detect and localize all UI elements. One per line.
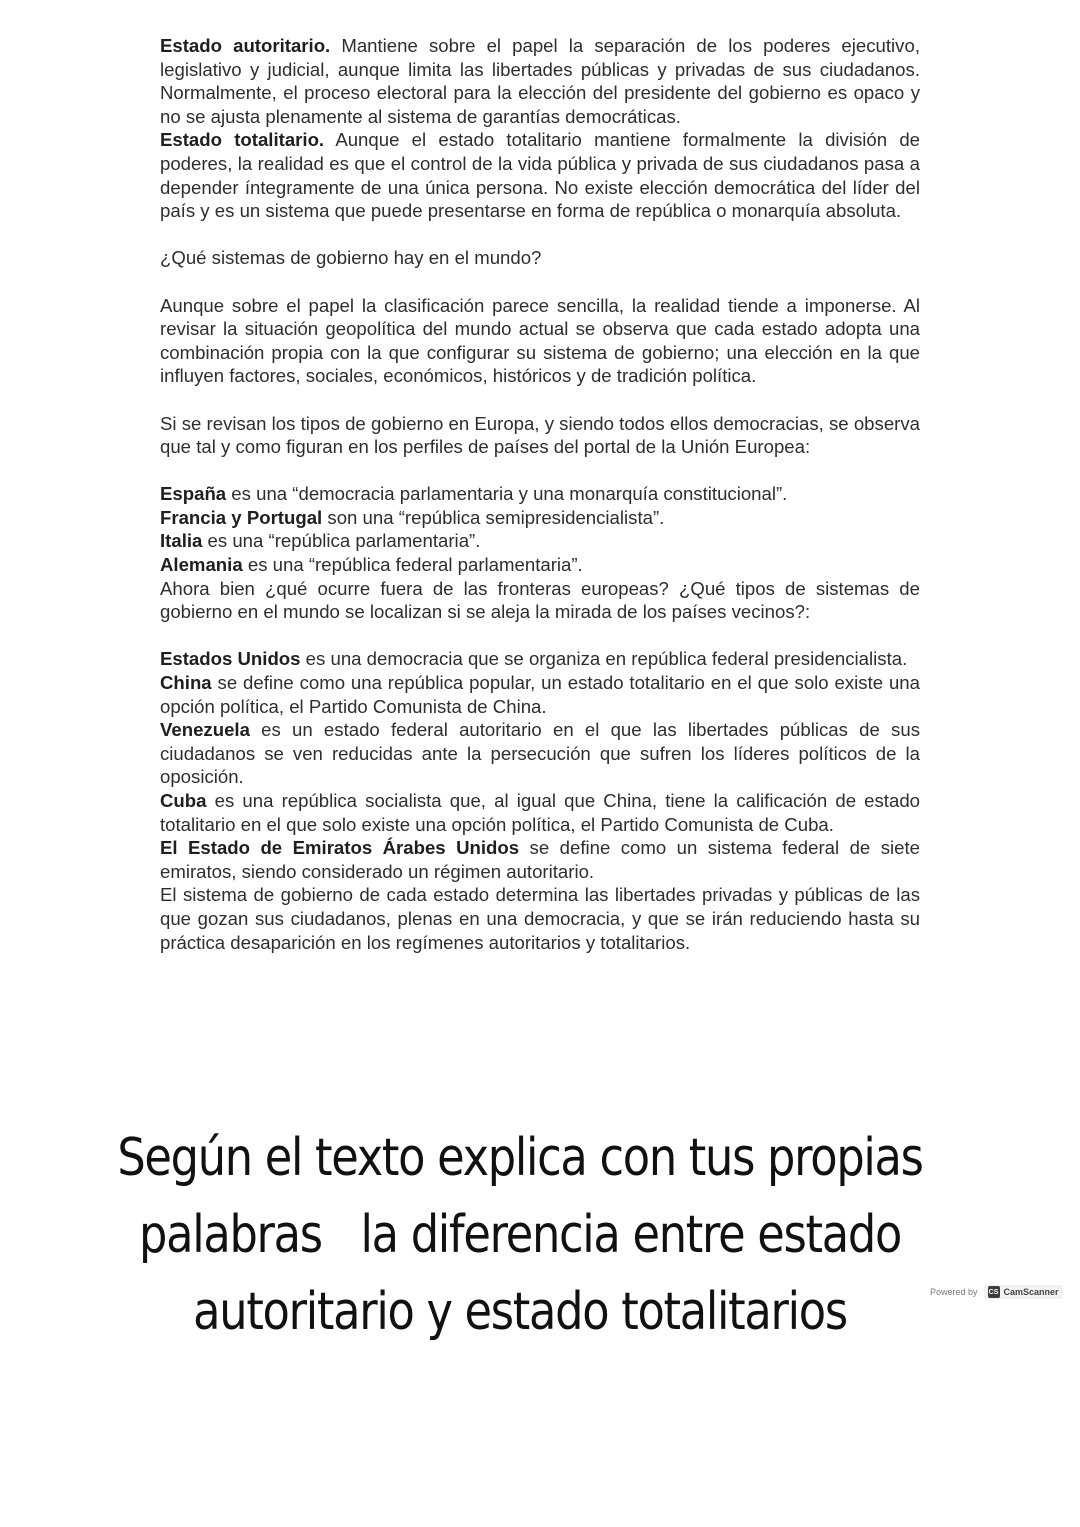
country-name: China: [160, 672, 212, 694]
powered-by-label: Powered by: [930, 1287, 978, 1297]
term-estado-totalitario: Estado totalitario.: [160, 129, 325, 151]
country-name: Estados Unidos: [160, 648, 301, 670]
country-description: es una democracia que se organiza en república federal presidencialista.: [300, 648, 908, 670]
camscanner-watermark: [930, 1283, 1063, 1301]
question-line-2: palabras la diferencia entre estado: [138, 1205, 902, 1265]
country-name: Cuba: [160, 790, 207, 811]
country-description: es una “democracia parlamentaria y una monarquía constitucional”.: [226, 483, 788, 505]
assignment-question: [73, 1120, 967, 1351]
paragraph-europa: Si se revisan los tipos de gobierno en Europa, y siendo todos ellos democracias, se observa que tal y como figuran en los perfiles de países del portal de la Unión Europea:: [160, 412, 920, 458]
list-item-europe: [160, 553, 920, 577]
list-item-europe: [160, 482, 920, 506]
paragraph-text: Mantiene sobre el papel la separación de los poderes ejecutivo, legislativo y judicial, aunque limita las libertades públicas y privadas de sus ciudadanos. Normalmente, el proceso electoral para la elección del presidente del gobierno es opaco y no se ajusta plenamente al sistema de garantías democráticas.: [160, 35, 920, 127]
list-item-world: [160, 836, 920, 883]
country-description: se define como un sistema federal de siete emiratos, siendo considerado un régimen autoritario.: [160, 837, 920, 882]
camscanner-brand: CamScanner: [1003, 1287, 1059, 1297]
country-description: es una “república parlamentaria”.: [202, 530, 481, 552]
paragraph-estado-totalitario: [160, 128, 920, 222]
list-item-europe: [160, 506, 920, 530]
country-description: es una “república federal parlamentaria”.: [242, 554, 583, 576]
camscanner-icon: CS: [988, 1286, 1000, 1298]
paragraph-text: Aunque el estado totalitario mantiene formalmente la división de poderes, la realidad es que el control de la vida pública y privada de sus ciudadanos pasa a depender íntegramente de una única persona. No existe elección democrática del líder del país y es un sistema que puede presentarse en forma de república o monarquía absoluta.: [160, 129, 921, 222]
section-heading: ¿Qué sistemas de gobierno hay en el mundo?: [160, 247, 542, 269]
list-item-world: [160, 718, 920, 789]
paragraph-conclusion: El sistema de gobierno de cada estado determina las libertades privadas y públicas de las que gozan sus ciudadanos, plenas en una democracia, y que se irán reduciendo hasta su práctica desaparición en los regímenes autoritarios y totalitarios.: [160, 884, 920, 953]
list-item-europe: [160, 529, 920, 553]
list-item-world: [160, 789, 920, 836]
country-name: El Estado de Emiratos Árabes Unidos: [160, 837, 520, 859]
camscanner-logo: [984, 1285, 1063, 1299]
country-description: es una república socialista que, al igual que China, tiene la calificación de estado totalitario en el que solo existe una opción política, el Partido Comunista de Cuba.: [160, 790, 920, 835]
country-name: Francia y Portugal: [160, 506, 323, 528]
list-item-world: [160, 647, 920, 671]
scanned-document: [160, 34, 920, 954]
paragraph-fuera-europa: Ahora bien ¿qué ocurre fuera de las fronteras europeas? ¿Qué tipos de sistemas de gobierno en el mundo se localizan si se aleja la mirada de los países vecinos?:: [160, 577, 920, 623]
country-description: es un estado federal autoritario en el que las libertades públicas de sus ciudadanos se ven reducidas ante la persecución que sufren los líderes políticos de la oposición.: [160, 719, 920, 788]
country-description: son una “república semipresidencialista”.: [322, 506, 665, 528]
paragraph-clasificacion: Aunque sobre el papel la clasificación parece sencilla, la realidad tiende a imponerse. Al revisar la situación geopolítica del mundo actual se observa que cada estado adopta una combinación propia con la que configurar su sistema de gobierno; una elección en la que influyen factores, sociales, económicos, históricos y de tradición política.: [160, 294, 920, 387]
country-name: Italia: [160, 530, 203, 552]
question-line-1: Según el texto explica con tus propias: [117, 1128, 923, 1188]
paragraph-estado-autoritario: [160, 34, 920, 128]
term-estado-autoritario: Estado autoritario.: [160, 35, 331, 56]
question-line-3: autoritario y estado totalitarios: [193, 1282, 847, 1342]
list-item-world: [160, 671, 920, 718]
country-name: Alemania: [160, 554, 243, 576]
country-description: se define como una república popular, un estado totalitario en el que solo existe una opción política, el Partido Comunista de China.: [160, 672, 920, 717]
country-name: España: [160, 483, 227, 505]
country-name: Venezuela: [160, 719, 250, 741]
